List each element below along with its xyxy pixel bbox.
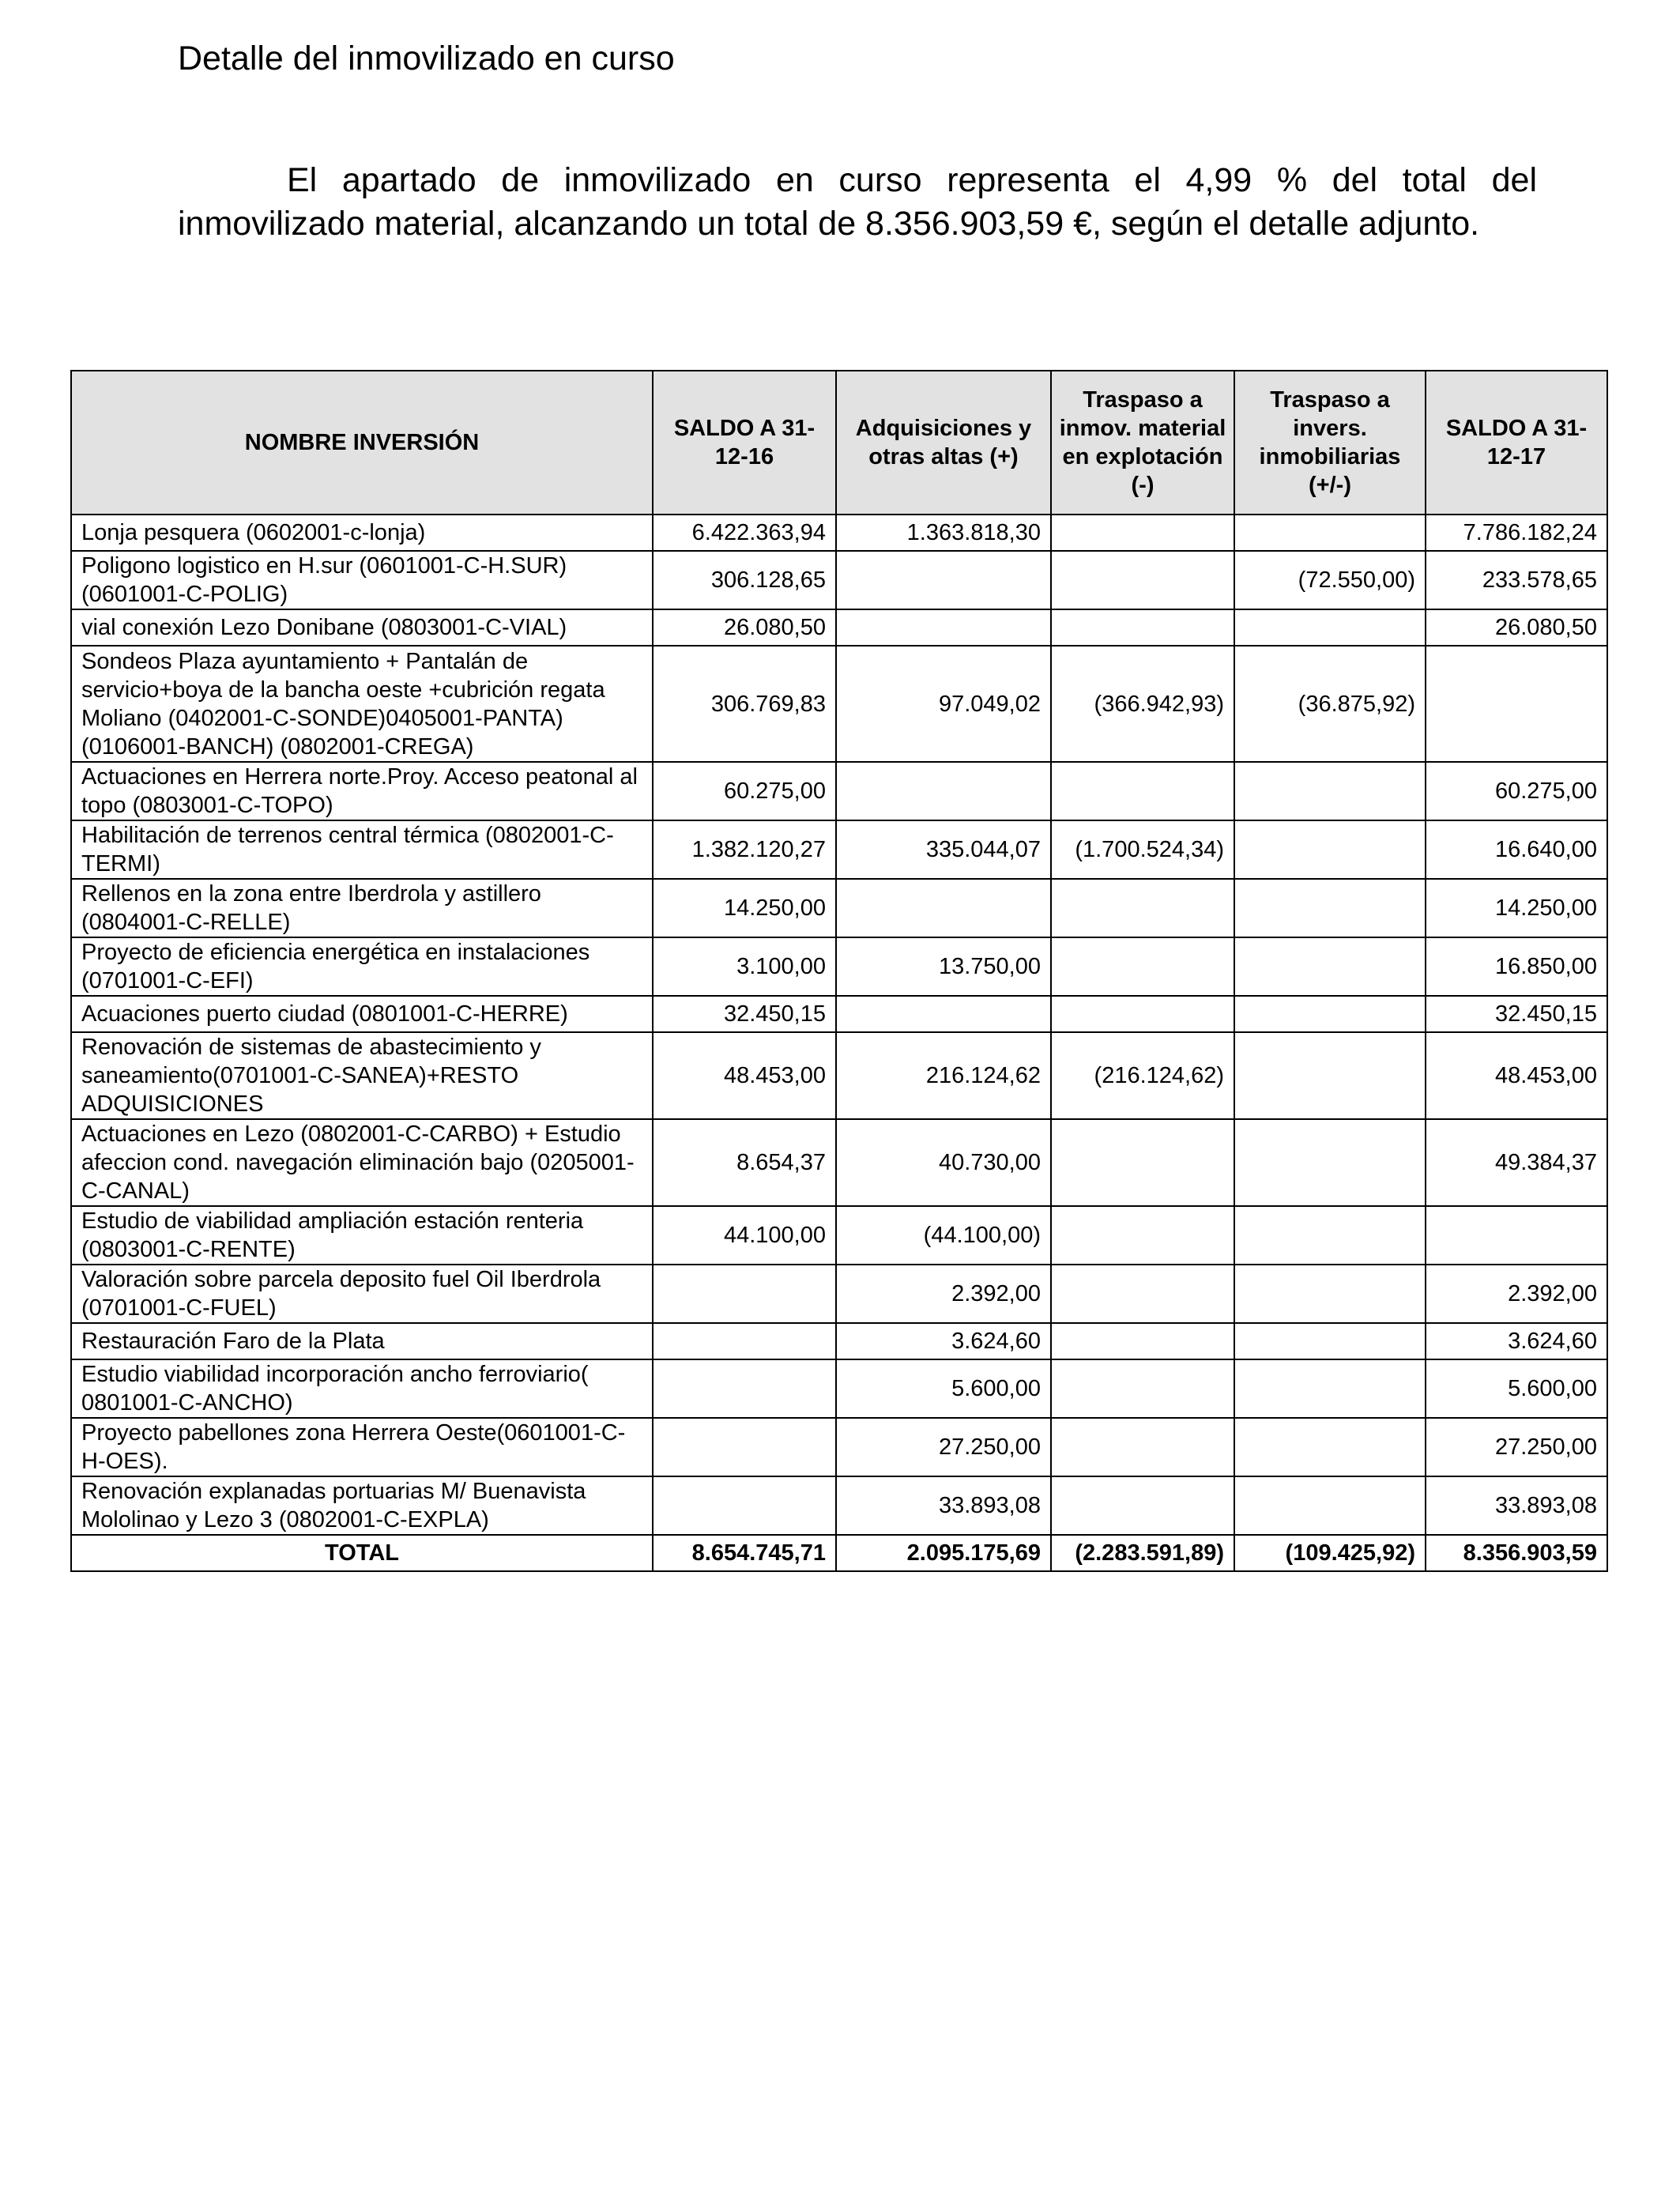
cell-name: Rellenos en la zona entre Iberdrola y astillero (0804001-C-RELLE) bbox=[71, 879, 653, 937]
cell-saldo-2016 bbox=[653, 1359, 836, 1418]
total-row bbox=[71, 1535, 1607, 1571]
cell-name: Actuaciones en Lezo (0802001-C-CARBO) + Estudio afeccion cond. navegación eliminación bajo (0205001-C-CANAL) bbox=[71, 1119, 653, 1206]
cell-adquisiciones: 3.624,60 bbox=[836, 1323, 1051, 1359]
cell-traspaso-inmobiliarias bbox=[1234, 1323, 1426, 1359]
cell-traspaso-inmobiliarias bbox=[1234, 1359, 1426, 1418]
cell-traspaso-material: (216.124,62) bbox=[1051, 1032, 1234, 1119]
table-row bbox=[71, 879, 1607, 937]
table-row bbox=[71, 996, 1607, 1032]
cell-traspaso-material bbox=[1051, 515, 1234, 551]
cell-adquisiciones: (44.100,00) bbox=[836, 1206, 1051, 1265]
cell-traspaso-inmobiliarias bbox=[1234, 1119, 1426, 1206]
cell-saldo-2016 bbox=[653, 1476, 836, 1535]
header-saldo-2016: SALDO A 31-12-16 bbox=[653, 371, 836, 515]
cell-traspaso-inmobiliarias bbox=[1234, 1265, 1426, 1323]
cell-saldo-2017: 33.893,08 bbox=[1426, 1476, 1607, 1535]
cell-traspaso-inmobiliarias: (36.875,92) bbox=[1234, 646, 1426, 762]
cell-name: Proyecto de eficiencia energética en instalaciones (0701001-C-EFI) bbox=[71, 937, 653, 996]
cell-saldo-2017: 49.384,37 bbox=[1426, 1119, 1607, 1206]
cell-traspaso-inmobiliarias bbox=[1234, 515, 1426, 551]
table-row bbox=[71, 646, 1607, 762]
table-header bbox=[71, 371, 1607, 515]
cell-adquisiciones: 13.750,00 bbox=[836, 937, 1051, 996]
cell-name: Sondeos Plaza ayuntamiento + Pantalán de servicio+boya de la bancha oeste +cubrición regata Moliano (0402001-C-SONDE)0405001-PANTA) (0106001-BANCH) (0802001-CREGA) bbox=[71, 646, 653, 762]
cell-saldo-2017: 233.578,65 bbox=[1426, 551, 1607, 609]
cell-saldo-2016: 60.275,00 bbox=[653, 762, 836, 820]
cell-traspaso-inmobiliarias bbox=[1234, 996, 1426, 1032]
cell-name: Acuaciones puerto ciudad (0801001-C-HERRE) bbox=[71, 996, 653, 1032]
cell-traspaso-material bbox=[1051, 1119, 1234, 1206]
table-row bbox=[71, 1206, 1607, 1265]
cell-traspaso-material bbox=[1051, 1476, 1234, 1535]
cell-saldo-2017 bbox=[1426, 646, 1607, 762]
cell-adquisiciones: 5.600,00 bbox=[836, 1359, 1051, 1418]
cell-traspaso-material: (1.700.524,34) bbox=[1051, 820, 1234, 879]
cell-saldo-2016: 306.769,83 bbox=[653, 646, 836, 762]
cell-traspaso-material bbox=[1051, 1265, 1234, 1323]
cell-saldo-2016: 306.128,65 bbox=[653, 551, 836, 609]
cell-adquisiciones: 97.049,02 bbox=[836, 646, 1051, 762]
cell-saldo-2017: 60.275,00 bbox=[1426, 762, 1607, 820]
cell-saldo-2017: 5.600,00 bbox=[1426, 1359, 1607, 1418]
table-body bbox=[71, 515, 1607, 1571]
table-row bbox=[71, 1119, 1607, 1206]
header-nombre-inversion: NOMBRE INVERSIÓN bbox=[71, 371, 653, 515]
cell-saldo-2017: 2.392,00 bbox=[1426, 1265, 1607, 1323]
cell-saldo-2017: 3.624,60 bbox=[1426, 1323, 1607, 1359]
header-traspaso-material: Traspaso a inmov. material en explotación (-) bbox=[1051, 371, 1234, 515]
cell-traspaso-inmobiliarias bbox=[1234, 1032, 1426, 1119]
cell-adquisiciones: 33.893,08 bbox=[836, 1476, 1051, 1535]
total-saldo-2017: 8.356.903,59 bbox=[1426, 1535, 1607, 1571]
cell-name: vial conexión Lezo Donibane (0803001-C-VIAL) bbox=[71, 609, 653, 646]
cell-saldo-2017: 27.250,00 bbox=[1426, 1418, 1607, 1476]
table-row bbox=[71, 1476, 1607, 1535]
cell-saldo-2016: 1.382.120,27 bbox=[653, 820, 836, 879]
cell-saldo-2016: 26.080,50 bbox=[653, 609, 836, 646]
cell-traspaso-material bbox=[1051, 1323, 1234, 1359]
cell-adquisiciones: 216.124,62 bbox=[836, 1032, 1051, 1119]
cell-adquisiciones bbox=[836, 762, 1051, 820]
total-label: TOTAL bbox=[71, 1535, 653, 1571]
cell-name: Lonja pesquera (0602001-c-lonja) bbox=[71, 515, 653, 551]
cell-saldo-2016: 48.453,00 bbox=[653, 1032, 836, 1119]
table-row bbox=[71, 820, 1607, 879]
cell-adquisiciones bbox=[836, 551, 1051, 609]
table-row bbox=[71, 937, 1607, 996]
table-row bbox=[71, 762, 1607, 820]
table-row bbox=[71, 1418, 1607, 1476]
cell-name: Estudio de viabilidad ampliación estación renteria (0803001-C-RENTE) bbox=[71, 1206, 653, 1265]
cell-saldo-2017: 16.850,00 bbox=[1426, 937, 1607, 996]
cell-saldo-2017: 7.786.182,24 bbox=[1426, 515, 1607, 551]
cell-saldo-2017: 26.080,50 bbox=[1426, 609, 1607, 646]
cell-traspaso-inmobiliarias bbox=[1234, 762, 1426, 820]
cell-traspaso-inmobiliarias bbox=[1234, 937, 1426, 996]
cell-adquisiciones: 40.730,00 bbox=[836, 1119, 1051, 1206]
cell-name: Proyecto pabellones zona Herrera Oeste(0601001-C-H-OES). bbox=[71, 1418, 653, 1476]
cell-saldo-2016: 3.100,00 bbox=[653, 937, 836, 996]
cell-traspaso-material bbox=[1051, 609, 1234, 646]
header-traspaso-inmobiliarias: Traspaso a invers. inmobiliarias (+/-) bbox=[1234, 371, 1426, 515]
table-row bbox=[71, 551, 1607, 609]
cell-saldo-2016 bbox=[653, 1323, 836, 1359]
cell-traspaso-inmobiliarias: (72.550,00) bbox=[1234, 551, 1426, 609]
cell-traspaso-inmobiliarias bbox=[1234, 820, 1426, 879]
cell-name: Restauración Faro de la Plata bbox=[71, 1323, 653, 1359]
cell-saldo-2016: 8.654,37 bbox=[653, 1119, 836, 1206]
cell-name: Poligono logistico en H.sur (0601001-C-H.SUR) (0601001-C-POLIG) bbox=[71, 551, 653, 609]
cell-adquisiciones: 335.044,07 bbox=[836, 820, 1051, 879]
section-heading: Detalle del inmovilizado en curso bbox=[178, 40, 675, 77]
cell-traspaso-material bbox=[1051, 762, 1234, 820]
inmovilizado-table bbox=[70, 370, 1608, 1572]
cell-traspaso-material bbox=[1051, 996, 1234, 1032]
cell-saldo-2017: 16.640,00 bbox=[1426, 820, 1607, 879]
cell-name: Actuaciones en Herrera norte.Proy. Acceso peatonal al topo (0803001-C-TOPO) bbox=[71, 762, 653, 820]
table-row bbox=[71, 1323, 1607, 1359]
cell-traspaso-inmobiliarias bbox=[1234, 609, 1426, 646]
table-row bbox=[71, 515, 1607, 551]
table-row bbox=[71, 1359, 1607, 1418]
cell-adquisiciones bbox=[836, 996, 1051, 1032]
cell-adquisiciones: 1.363.818,30 bbox=[836, 515, 1051, 551]
cell-traspaso-material bbox=[1051, 1418, 1234, 1476]
cell-name: Renovación de sistemas de abastecimiento y saneamiento(0701001-C-SANEA)+RESTO ADQUISICIONES bbox=[71, 1032, 653, 1119]
cell-traspaso-inmobiliarias bbox=[1234, 1206, 1426, 1265]
table-row bbox=[71, 1265, 1607, 1323]
cell-adquisiciones: 2.392,00 bbox=[836, 1265, 1051, 1323]
cell-name: Estudio viabilidad incorporación ancho ferroviario( 0801001-C-ANCHO) bbox=[71, 1359, 653, 1418]
cell-saldo-2016 bbox=[653, 1418, 836, 1476]
cell-traspaso-material: (366.942,93) bbox=[1051, 646, 1234, 762]
cell-saldo-2016: 6.422.363,94 bbox=[653, 515, 836, 551]
intro-paragraph: El apartado de inmovilizado en curso representa el 4,99 % del total del inmovilizado material, alcanzando un total de 8.356.903,59 €, según el detalle adjunto. bbox=[178, 161, 1537, 243]
cell-saldo-2017 bbox=[1426, 1206, 1607, 1265]
cell-name: Renovación explanadas portuarias M/ Buenavista Mololinao y Lezo 3 (0802001-C-EXPLA) bbox=[71, 1476, 653, 1535]
total-saldo-2016: 8.654.745,71 bbox=[653, 1535, 836, 1571]
header-row bbox=[71, 371, 1607, 515]
cell-saldo-2017: 14.250,00 bbox=[1426, 879, 1607, 937]
cell-traspaso-material bbox=[1051, 937, 1234, 996]
cell-name: Valoración sobre parcela deposito fuel Oil Iberdrola (0701001-C-FUEL) bbox=[71, 1265, 653, 1323]
cell-traspaso-inmobiliarias bbox=[1234, 879, 1426, 937]
cell-name: Habilitación de terrenos central térmica (0802001-C-TERMI) bbox=[71, 820, 653, 879]
total-adquisiciones: 2.095.175,69 bbox=[836, 1535, 1051, 1571]
cell-saldo-2017: 32.450,15 bbox=[1426, 996, 1607, 1032]
cell-saldo-2016: 14.250,00 bbox=[653, 879, 836, 937]
header-adquisiciones: Adquisiciones y otras altas (+) bbox=[836, 371, 1051, 515]
cell-traspaso-inmobiliarias bbox=[1234, 1476, 1426, 1535]
cell-saldo-2016: 32.450,15 bbox=[653, 996, 836, 1032]
cell-traspaso-inmobiliarias bbox=[1234, 1418, 1426, 1476]
table-row bbox=[71, 1032, 1607, 1119]
cell-traspaso-material bbox=[1051, 551, 1234, 609]
cell-traspaso-material bbox=[1051, 879, 1234, 937]
cell-saldo-2017: 48.453,00 bbox=[1426, 1032, 1607, 1119]
cell-traspaso-material bbox=[1051, 1206, 1234, 1265]
cell-saldo-2016: 44.100,00 bbox=[653, 1206, 836, 1265]
cell-adquisiciones bbox=[836, 879, 1051, 937]
cell-adquisiciones: 27.250,00 bbox=[836, 1418, 1051, 1476]
cell-traspaso-material bbox=[1051, 1359, 1234, 1418]
total-traspaso-material: (2.283.591,89) bbox=[1051, 1535, 1234, 1571]
cell-adquisiciones bbox=[836, 609, 1051, 646]
cell-saldo-2016 bbox=[653, 1265, 836, 1323]
header-saldo-2017: SALDO A 31-12-17 bbox=[1426, 371, 1607, 515]
total-traspaso-inmobiliarias: (109.425,92) bbox=[1234, 1535, 1426, 1571]
table-row bbox=[71, 609, 1607, 646]
